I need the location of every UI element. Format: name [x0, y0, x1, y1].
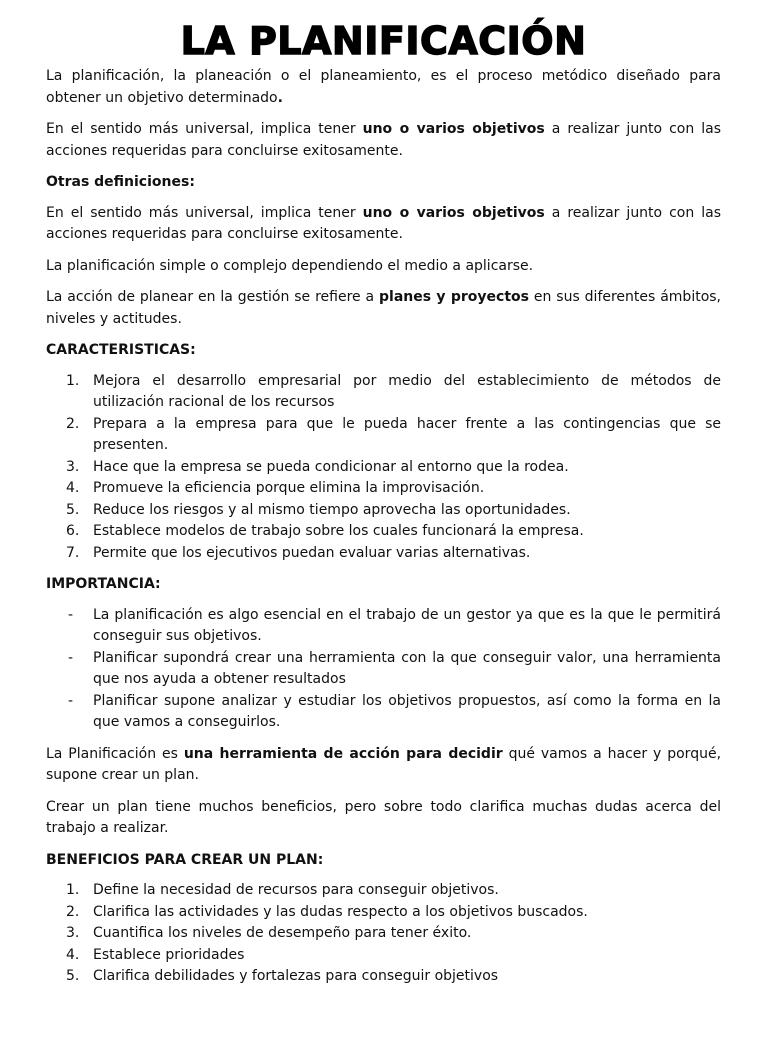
- page-title: LA PLANIFICACIÓN: [180, 19, 587, 63]
- caracteristicas-heading: CARACTERISTICAS:: [46, 342, 196, 358]
- list-item: [46, 457, 721, 479]
- planear-paragraph: [46, 287, 721, 330]
- list-item-text: Planificar supone analizar y estudiar los objetivos propuestos, así como la forma en la que vamos a conseguirlos.: [93, 692, 721, 730]
- list-item: [46, 902, 721, 924]
- list-item: [46, 605, 721, 648]
- otras-definiciones-heading: Otras definiciones:: [46, 174, 195, 190]
- list-item: [46, 880, 721, 902]
- list-number: 1.: [66, 882, 80, 898]
- list-item: [46, 966, 721, 988]
- beneficios-intro-paragraph: Crear un plan tiene muchos beneficios, pero sobre todo clarifica muchas dudas acerca del trabajo a realizar.: [46, 798, 721, 836]
- list-number: 7.: [66, 544, 80, 561]
- list-item: [46, 414, 721, 457]
- list-item: [46, 521, 721, 543]
- definition-paragraph: [46, 203, 721, 246]
- list-item-text: Define la necesidad de recursos para conseguir objetivos.: [93, 882, 499, 898]
- p2-before: En el sentido más universal, implica tener: [46, 121, 363, 137]
- p3-bold: uno o varios objetivos: [362, 204, 545, 221]
- list-item: [46, 500, 721, 522]
- list-item-text: Promueve la eficiencia porque elimina la improvisación.: [93, 480, 485, 496]
- list-item: [46, 923, 721, 945]
- list-number: 3.: [66, 458, 80, 475]
- p6-after: qué vamos a hacer y porqué, supone crear un plan.: [46, 745, 722, 783]
- herramienta-paragraph: [46, 744, 721, 787]
- list-item-text: Clarifica debilidades y fortalezas para conseguir objetivos: [93, 968, 499, 984]
- importancia-heading: IMPORTANCIA:: [46, 576, 161, 592]
- p2-bold: uno o varios objetivos: [362, 121, 545, 137]
- list-item: [46, 371, 721, 414]
- beneficios-list: [46, 880, 721, 988]
- list-dash: -: [68, 649, 74, 666]
- list-number: 5.: [66, 968, 80, 984]
- intro-text: La planificación, la planeación o el planeamiento, es el proceso metódico diseñado para obtener un objetivo determinado: [46, 68, 721, 106]
- p5-before: La acción de planear en la gestión se refiere a: [46, 289, 380, 305]
- list-dash: -: [68, 606, 74, 623]
- list-number: 4.: [66, 480, 80, 496]
- p3-after: a realizar junto con las acciones requeridas para concluirse exitosamente.: [46, 204, 721, 242]
- document-page: [0, 16, 768, 1040]
- list-number: 1.: [66, 372, 80, 389]
- list-item-text: Prepara a la empresa para que le pueda hacer frente a las contingencias que se presenten.: [93, 415, 721, 453]
- p5-bold: planes y proyectos: [379, 289, 529, 305]
- list-dash: -: [68, 692, 74, 709]
- list-number: 5.: [66, 501, 80, 518]
- list-item-text: Permite que los ejecutivos puedan evaluar varias alternativas.: [93, 544, 531, 561]
- list-item-text: Mejora el desarrollo empresarial por medio del establecimiento de métodos de utilización racional de los recursos: [93, 372, 721, 410]
- list-number: 4.: [66, 946, 80, 963]
- p2-after: a realizar junto con las acciones requeridas para concluirse exitosamente.: [46, 121, 721, 159]
- p6-bold: una herramienta de acción para decidir: [183, 745, 503, 762]
- list-item-text: Clarifica las actividades y las dudas respecto a los objetivos buscados.: [93, 903, 588, 920]
- list-item: [46, 691, 721, 734]
- intro-period: .: [277, 89, 283, 106]
- list-number: 6.: [66, 523, 80, 539]
- list-number: 2.: [66, 415, 80, 432]
- beneficios-heading: BENEFICIOS PARA CREAR UN PLAN:: [46, 851, 324, 868]
- p6-before: La Planificación es: [46, 745, 184, 762]
- list-number: 2.: [66, 903, 80, 920]
- list-item: [46, 543, 721, 565]
- list-item: [46, 648, 721, 691]
- list-item-text: Establece modelos de trabajo sobre los cuales funcionará la empresa.: [93, 523, 584, 539]
- list-item: [46, 478, 721, 500]
- list-item-text: Reduce los riesgos y al mismo tiempo aprovecha las oportunidades.: [93, 501, 571, 518]
- p3-before: En el sentido más universal, implica tener: [46, 204, 363, 221]
- intro-paragraph: [46, 66, 721, 109]
- list-item-text: Hace que la empresa se pueda condicionar al entorno que la rodea.: [93, 458, 569, 475]
- caracteristicas-list: [46, 371, 721, 565]
- p5-after: en sus diferentes ámbitos, niveles y actitudes.: [46, 289, 722, 327]
- list-item-text: Cuantifica los niveles de desempeño para tener éxito.: [93, 925, 472, 941]
- importancia-list: [46, 605, 721, 734]
- list-item-text: Establece prioridades: [93, 946, 245, 963]
- list-item-text: La planificación es algo esencial en el trabajo de un gestor ya que es la que le permitirá conseguir sus objetivos.: [93, 606, 721, 644]
- list-number: 3.: [66, 925, 80, 941]
- list-item-text: Planificar supondrá crear una herramienta con la que conseguir valor, una herramienta que nos ayuda a obtener resultados: [93, 649, 721, 687]
- simple-complex-paragraph: La planificación simple o complejo dependiendo el medio a aplicarse.: [46, 257, 534, 274]
- universal-paragraph: [46, 119, 721, 162]
- list-item: [46, 945, 721, 967]
